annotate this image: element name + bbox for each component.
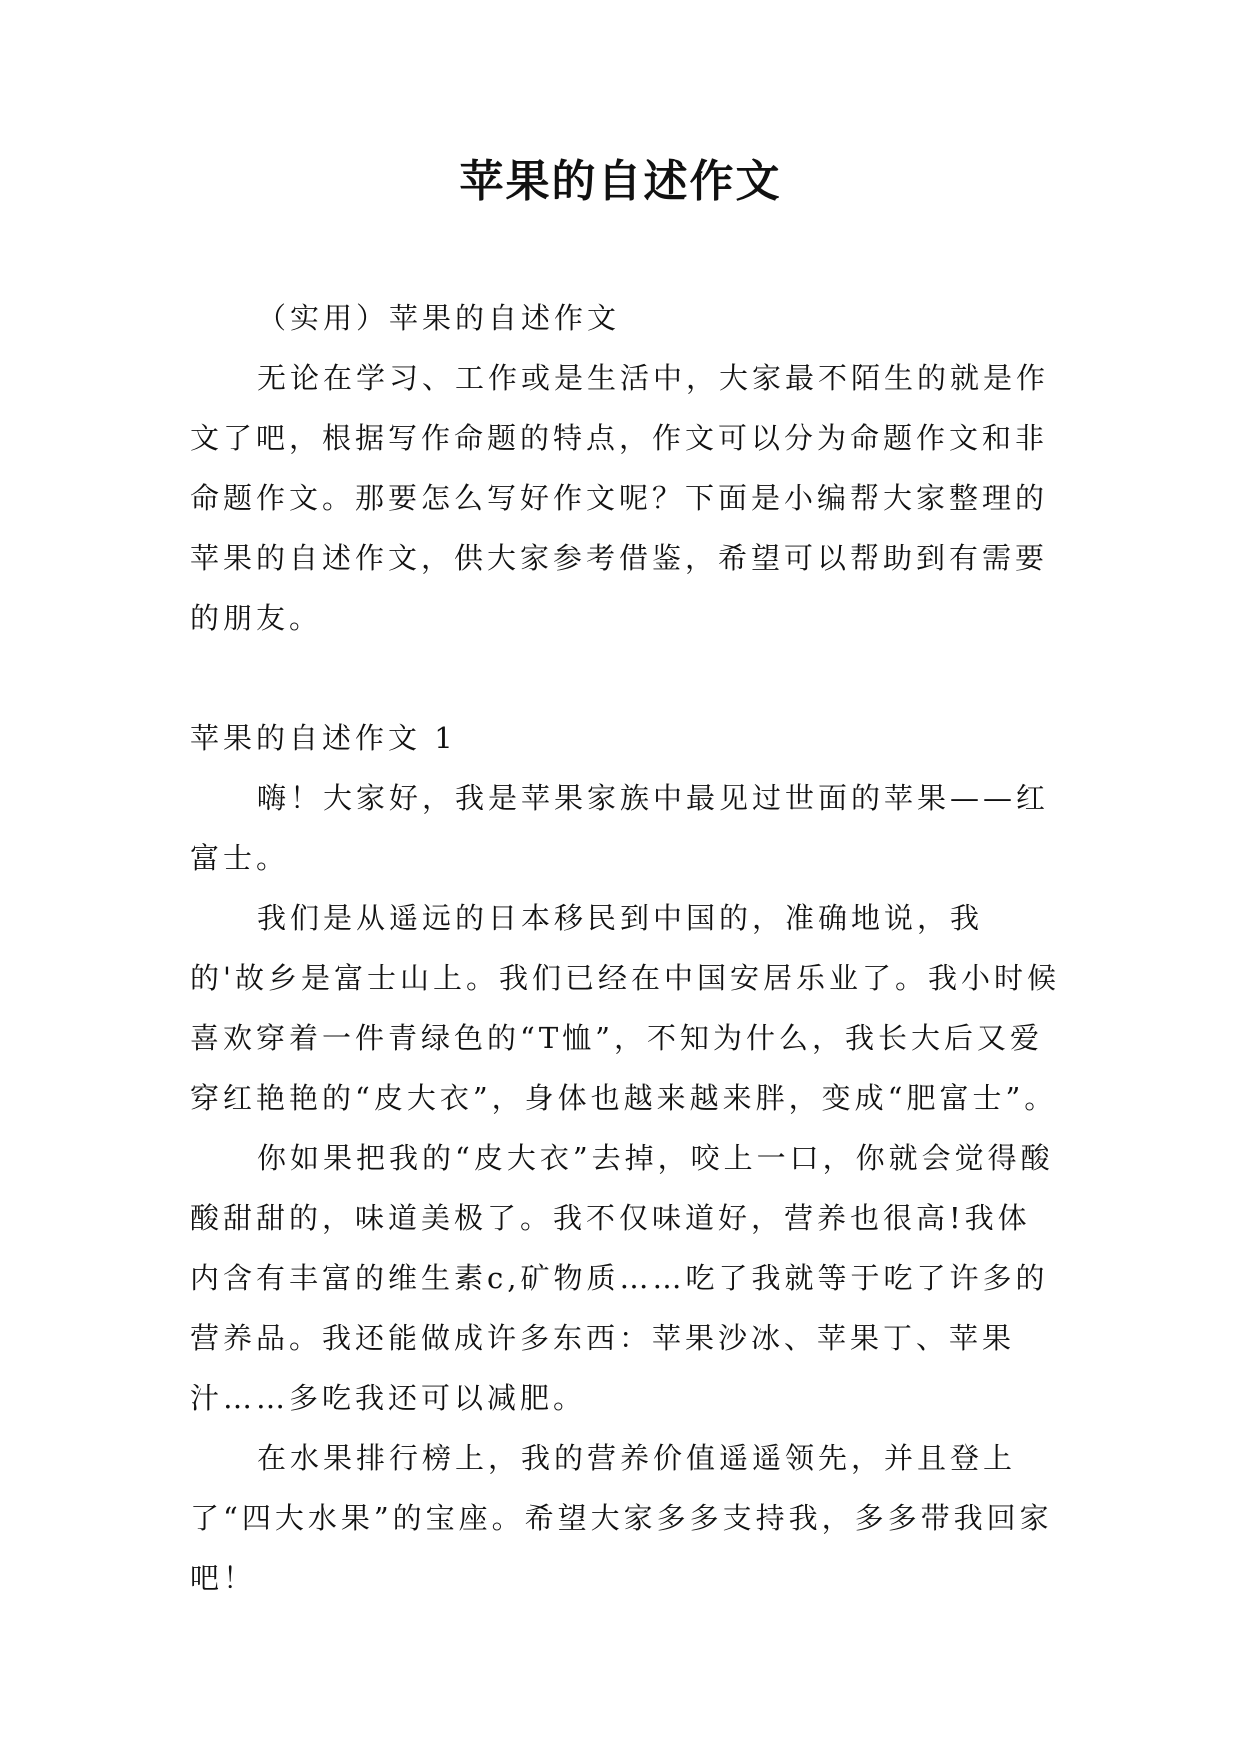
body-paragraph: 嗨！大家好，我是苹果家族中最见过世面的苹果——红富士。	[190, 781, 1050, 875]
body-paragraph: 我们是从遥远的日本移民到中国的，准确地说，我的'故乡是富士山上。我们已经在中国安居乐业了。我小时候喜欢穿着一件青绿色的“T恤”，不知为什么，我长大后又爱穿红艳艳的“皮大衣”，身体也越来越来胖，变成“肥富士”。	[190, 901, 1060, 1115]
body-paragraph: 你如果把我的“皮大衣”去掉，咬上一口，你就会觉得酸酸甜甜的，味道美极了。我不仅味道好，营养也很高!我体内含有丰富的维生素c,矿物质……吃了我就等于吃了许多的营养品。我还能做成许多东西：苹果沙冰、苹果丁、苹果汁……多吃我还可以减肥。	[190, 1141, 1054, 1415]
section-heading: 苹果的自述作文 1	[190, 721, 457, 755]
document-subtitle: （实用）苹果的自述作文	[257, 301, 621, 335]
body-paragraph: 在水果排行榜上，我的营养价值遥遥领先，并且登上了“四大水果”的宝座。希望大家多多支持我，多多带我回家吧！	[190, 1441, 1053, 1595]
document-body	[190, 288, 1060, 1608]
intro-paragraph: 无论在学习、工作或是生活中，大家最不陌生的就是作文了吧，根据写作命题的特点，作文可以分为命题作文和非命题作文。那要怎么写好作文呢？下面是小编帮大家整理的苹果的自述作文，供大家参考借鉴，希望可以帮助到有需要的朋友。	[190, 361, 1050, 635]
document-title: 苹果的自述作文	[459, 156, 782, 207]
